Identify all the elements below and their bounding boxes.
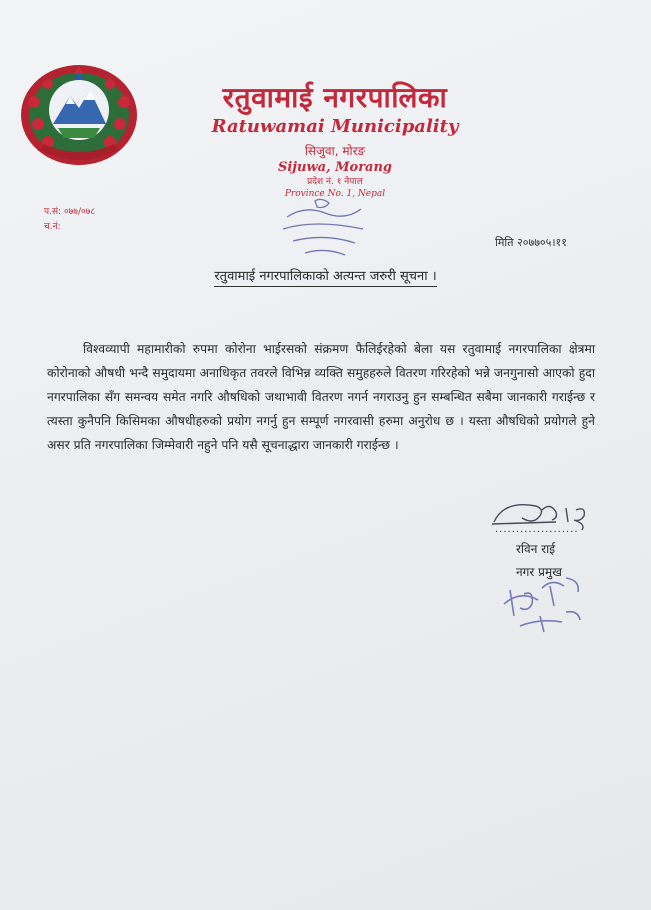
dispatch-number: च.नं: [44, 222, 61, 232]
address-english: Sijuwa, Morang [277, 160, 393, 175]
letter-number: प.सं: ०७७/०७८ [44, 207, 96, 217]
notice-body: विश्वव्यापी महामारीको रुपमा कोरोना भाईरसको संक्रमण फैलिईरहेको बेला यस रतुवामाई नगरपालिका क्षेत्रमा कोरोनाको औषधी भन्दै समुदायमा अनाधिकृत तवरले विभिन्न व्यक्ति समुहहरुले वितरण गरिरहेको भन्ने जनगुनासो आएको हुदा नगरपालिका सँग समन्वय समेत नगरि औषधिको जथाभावी वितरण नगर्न नगराउनु हुन सम्बन्धित सबैमा जानकारी गराईन्छ र त्यस्ता कुनैपनि किसिमका औषधीहरुको प्रयोग नगर्नु हुन सम्पूर्ण नगरवासी हरुमा अनुरोध छ । यस्ता औषधिको प्रयोगले हुने असर प्रति नगरपालिका जिम्मेवारी नहुने पनि यसै सूचनाद्धारा जानकारी गराईन्छ । [47, 342, 595, 452]
signature-line: .................... [495, 524, 579, 535]
municipality-name-nepali: रतुवामाई नगरपालिका [222, 81, 448, 114]
notice-subject-text: रतुवामाई नगरपालिकाको अत्यन्त जरुरी सूचना । [214, 269, 436, 287]
nepal-emblem-logo [18, 62, 140, 168]
province-nepali: प्रदेश नं. १ नेपाल [307, 177, 363, 187]
province-english: Province No. 1, Nepal [284, 189, 386, 199]
signatory-title: नगर प्रमुख [516, 565, 562, 579]
municipality-name-english: Ratuwamai Municipality [211, 116, 459, 137]
letterhead [150, 80, 520, 200]
signatory-name: रविन राई [516, 542, 556, 556]
notice-subject [0, 266, 651, 284]
letter-date: मिति २०७७०५।११ [495, 236, 567, 249]
reference-block [44, 205, 95, 235]
office-stamp-icon [265, 195, 385, 260]
mayor-stamp-icon [480, 560, 610, 640]
address-nepali: सिजुवा, मोरङ [304, 144, 366, 158]
